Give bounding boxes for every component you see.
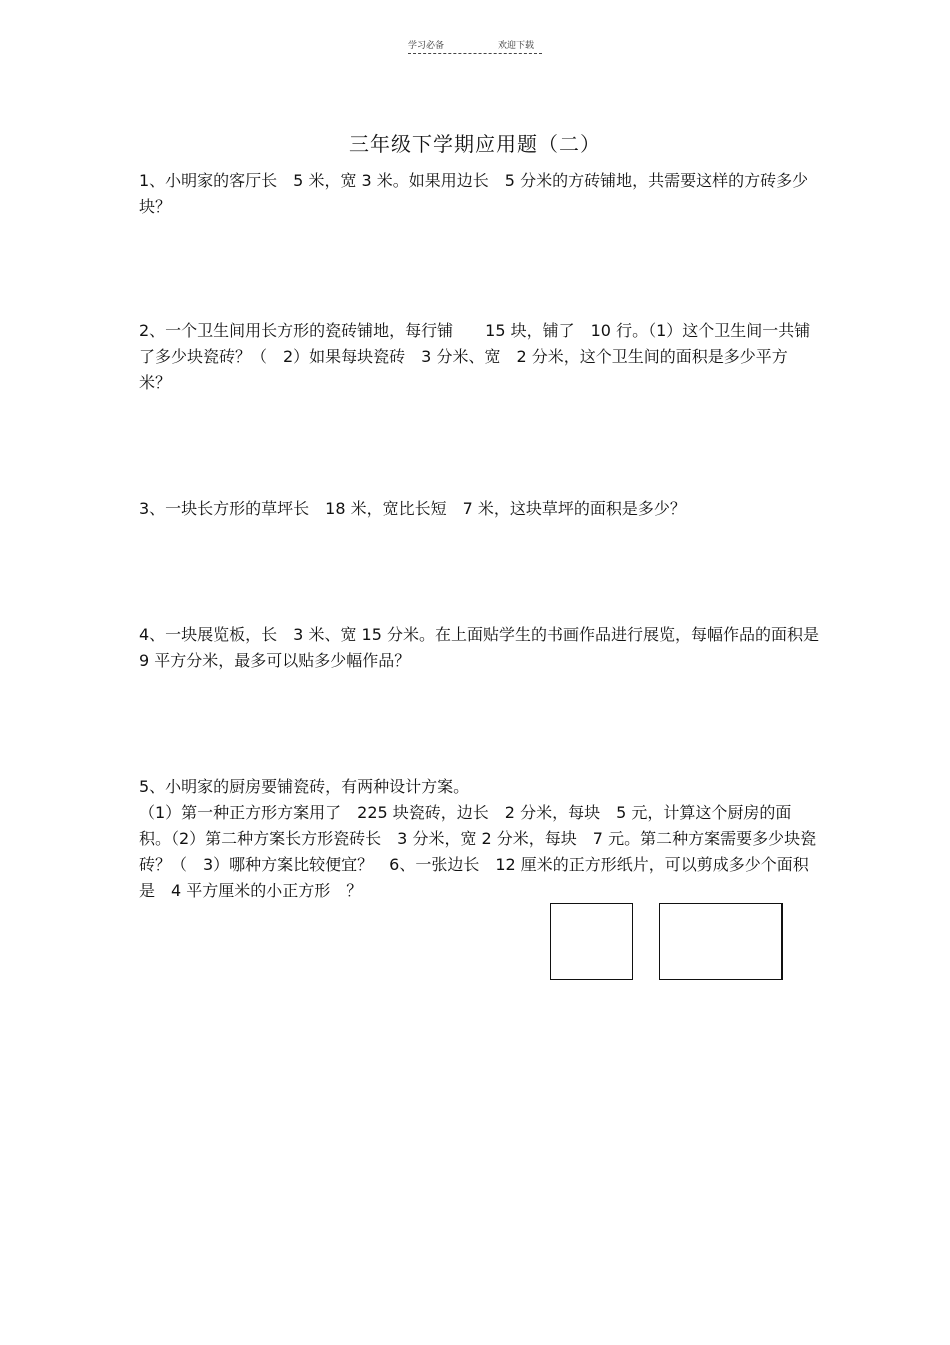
page-header [408, 38, 542, 58]
question-2: 2、一个卫生间用长方形的瓷砖铺地，每行铺 15 块，铺了 10 行。（1）这个卫生间一共铺了多少块瓷砖？（ 2）如果每块瓷砖 3 分米、宽 2 分米，这个卫生间的面积是多少平方米？ [139, 321, 811, 392]
question-1: 1、小明家的客厅长 5 米，宽 3 米。如果用边长 5 分米的方砖铺地，共需要这样的方砖多少块？ [139, 171, 809, 216]
header-right-text: 欢迎下载 [498, 41, 535, 51]
header-divider [408, 53, 542, 54]
question-3: 3、一块长方形的草坪长 18 米，宽比长短 7 米，这块草坪的面积是多少？ [139, 499, 686, 518]
square-diagram [550, 903, 633, 980]
rectangle-diagram [659, 903, 783, 980]
question-5: 5、小明家的厨房要铺瓷砖，有两种设计方案。 （1）第一种正方形方案用了 225 块瓷砖，边长 2 分米，每块 5 元，计算这个厨房的面积。（2）第二种方案长方形瓷砖长 3 分米，宽 2 分米，每块 7 元。第二种方案需要多少块瓷砖？（ 3）哪种方案比较便宜？ 6、一张边长 12 厘米的正方形纸片，可以剪成多少个面积是 4 平方厘米的小正方形 ？ [139, 777, 817, 900]
header-left-text: 学习必备 [408, 41, 445, 51]
page-title: 三年级下学期应用题（二） [349, 132, 601, 156]
question-4: 4、一块展览板，长 3 米、宽 15 分米。在上面贴学生的书画作品进行展览，每幅作品的面积是 9 平方分米，最多可以贴多少幅作品？ [139, 625, 835, 670]
